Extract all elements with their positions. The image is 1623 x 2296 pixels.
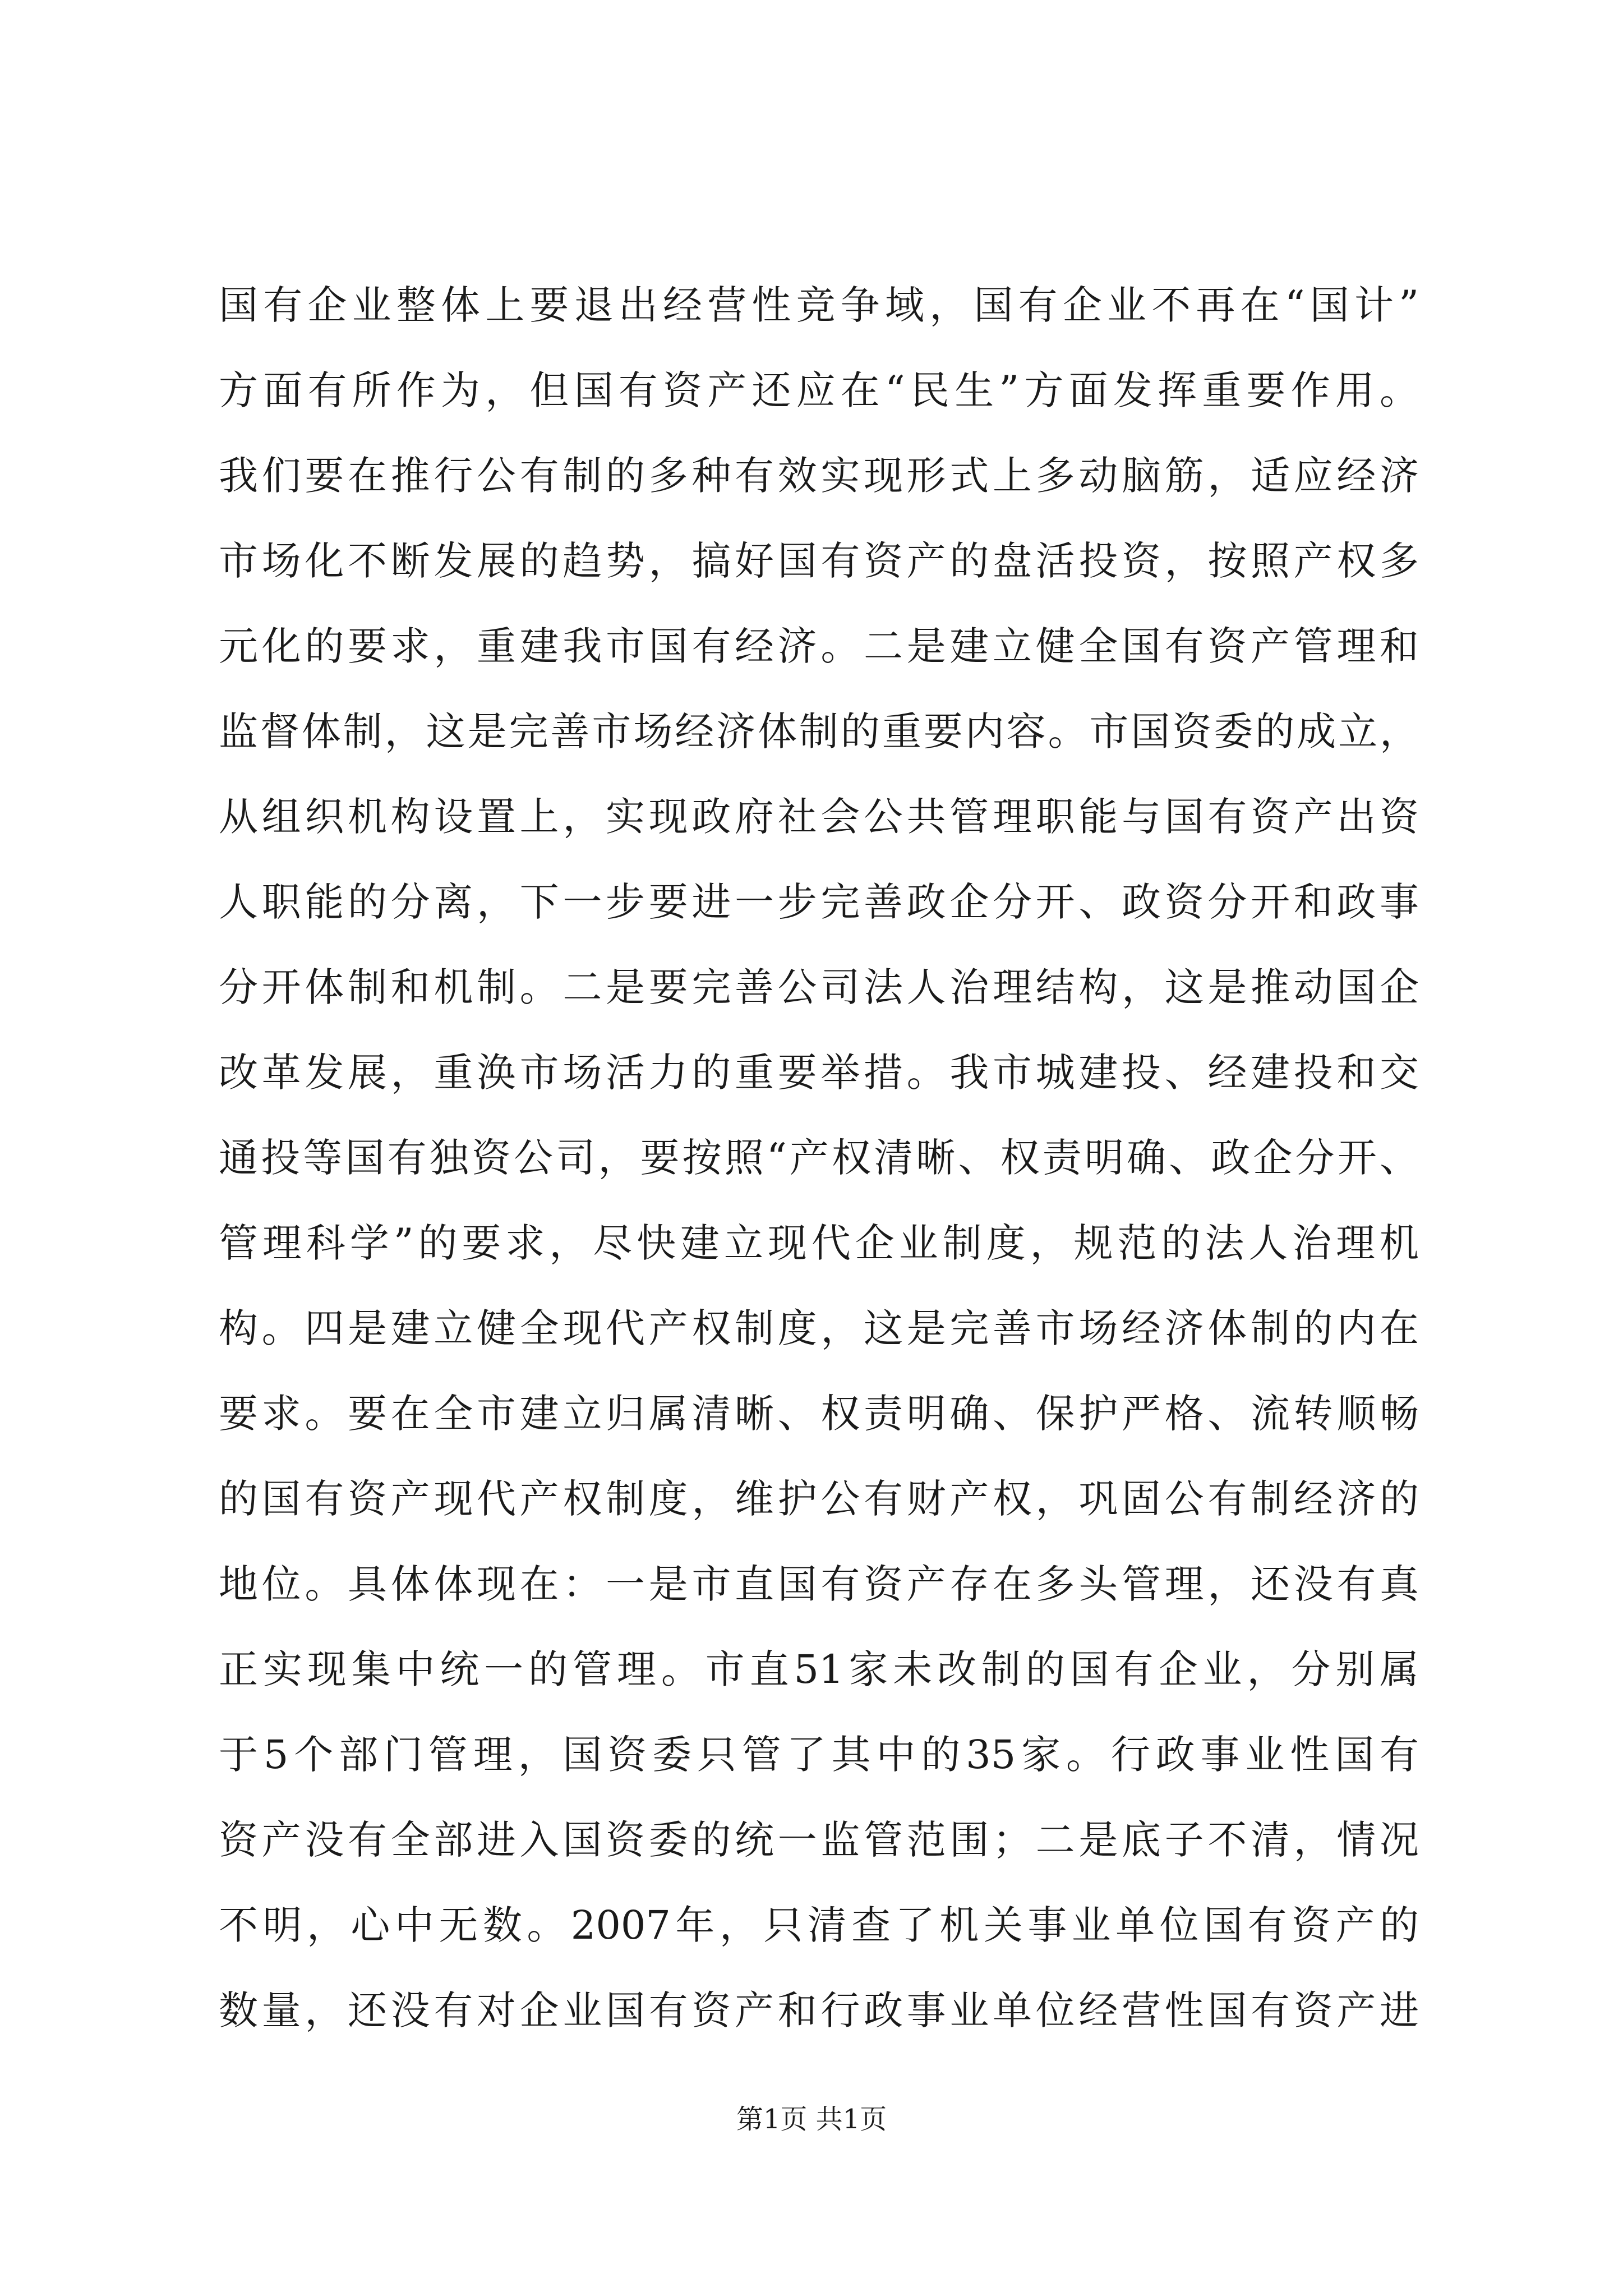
text-line: 管理科学”的要求，尽快建立现代企业制度，规范的法人治理机 xyxy=(219,1220,1419,1266)
text-line: 监督体制，这是完善市场经济体制的重要内容。市国资委的成立， xyxy=(219,708,1419,754)
text-line: 正实现集中统一的管理。市直51家未改制的国有企业，分别属 xyxy=(219,1646,1419,1692)
text-line: 国有企业整体上要退出经营性竞争域，国有企业不再在“国计” xyxy=(219,282,1419,328)
text-line: 分开体制和机制。二是要完善公司法人治理结构，这是推动国企 xyxy=(219,964,1419,1010)
text-line: 的国有资产现代产权制度，维护公有财产权，巩固公有制经济的 xyxy=(219,1476,1419,1522)
page-footer: 第1页 共1页 xyxy=(736,2104,887,2135)
text-line: 人职能的分离，下一步要进一步完善政企分开、政资分开和政事 xyxy=(219,879,1419,925)
text-line: 方面有所作为，但国有资产还应在“民生”方面发挥重要作用。 xyxy=(219,367,1419,413)
text-line: 市场化不断发展的趋势，搞好国有资产的盘活投资，按照产权多 xyxy=(219,538,1419,584)
text-line: 不明，心中无数。2007年，只清查了机关事业单位国有资产的 xyxy=(219,1902,1419,1948)
text-line: 于5个部门管理，国资委只管了其中的35家。行政事业性国有 xyxy=(219,1732,1419,1778)
text-line: 改革发展，重涣市场活力的重要举措。我市城建投、经建投和交 xyxy=(219,1050,1419,1096)
text-line: 要求。要在全市建立归属清晰、权责明确、保护严格、流转顺畅 xyxy=(219,1391,1419,1437)
text-line: 通投等国有独资公司，要按照“产权清晰、权责明确、政企分开、 xyxy=(219,1135,1419,1181)
text-line: 我们要在推行公有制的多种有效实现形式上多动脑筋，适应经济 xyxy=(219,453,1419,499)
body-text xyxy=(219,263,1419,2053)
text-line: 构。四是建立健全现代产权制度，这是完善市场经济体制的内在 xyxy=(219,1305,1419,1351)
text-line: 从组织机构设置上，实现政府社会公共管理职能与国有资产出资 xyxy=(219,794,1419,840)
text-line: 资产没有全部进入国资委的统一监管范围；二是底子不清，情况 xyxy=(219,1817,1419,1863)
text-line: 地位。具体体现在：一是市直国有资产存在多头管理，还没有真 xyxy=(219,1561,1419,1607)
text-line: 数量，还没有对企业国有资产和行政事业单位经营性国有资产进 xyxy=(219,1987,1419,2033)
text-line: 元化的要求，重建我市国有经济。二是建立健全国有资产管理和 xyxy=(219,623,1419,669)
